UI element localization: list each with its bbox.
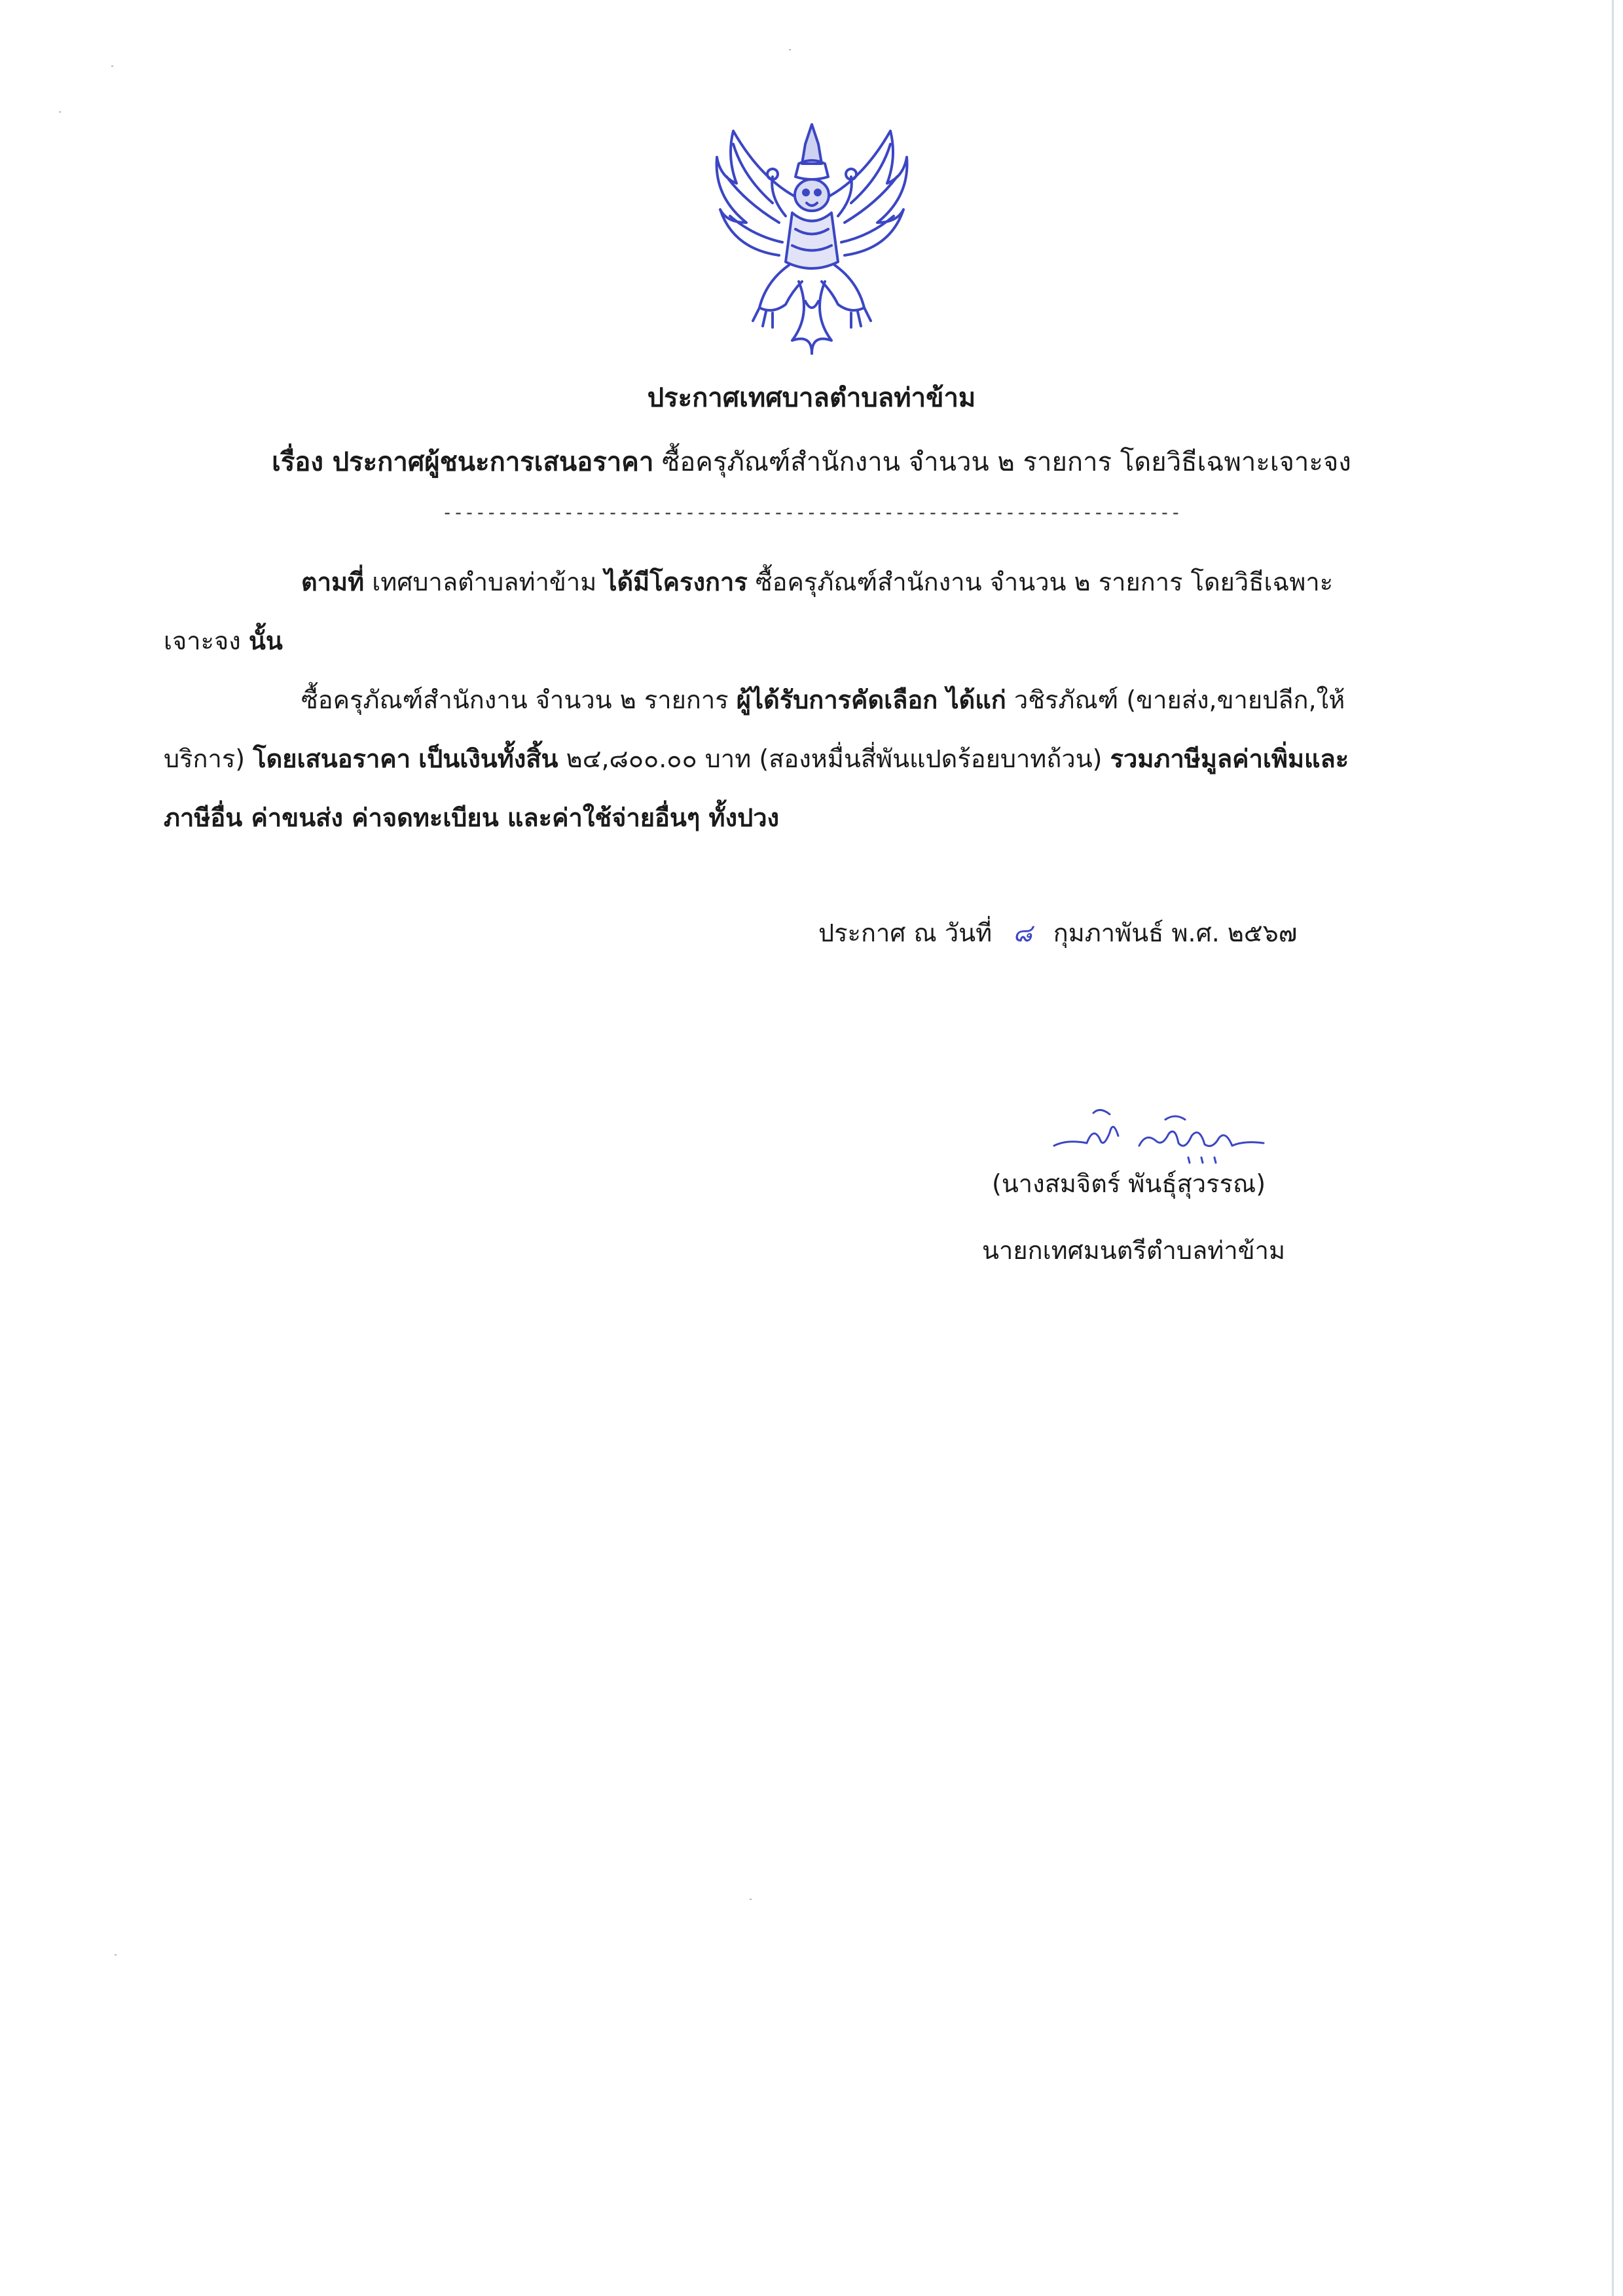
signatory-position: นายกเทศมนตรีตำบลท่าข้าม xyxy=(982,1236,1286,1265)
signatory-name: (นางสมจิตร์ พันธุ์สุวรรณ) xyxy=(992,1169,1266,1198)
award-item: ซื้อครุภัณฑ์สำนักงาน จำนวน ๒ รายการ xyxy=(301,685,729,714)
paragraph-intro xyxy=(164,553,1460,670)
award-total-label: เป็นเงินทั้งสิ้น xyxy=(418,744,558,773)
garuda-emblem xyxy=(707,118,917,360)
date-label: ประกาศ ณ วันที่ xyxy=(818,919,993,947)
award-selected-label: ผู้ได้รับการคัดเลือก ได้แก่ xyxy=(736,685,1006,714)
divider-line: ------------------------------------------------------------------- xyxy=(441,501,1182,523)
paragraph-intro-line-2 xyxy=(164,611,1460,670)
award-vendor-cont: บริการ) xyxy=(164,744,246,773)
paragraph-intro-line-1 xyxy=(164,553,1460,611)
intro-project-cont: เจาะจง xyxy=(164,627,241,655)
intro-ending: นั้น xyxy=(248,627,283,655)
paragraph-award-line-1 xyxy=(164,670,1460,729)
scan-speck xyxy=(789,49,791,50)
announcement-date xyxy=(818,913,1297,953)
paragraph-award xyxy=(164,670,1460,847)
award-offer-label: โดยเสนอราคา xyxy=(253,744,411,773)
paragraph-award-line-2 xyxy=(164,729,1460,788)
subject-text: ซื้อครุภัณฑ์สำนักงาน จำนวน ๒ รายการ โดยวิธีเฉพาะเจาะจง xyxy=(662,447,1351,477)
date-day: ๘ xyxy=(1013,919,1032,947)
intro-has-project: ได้มีโครงการ xyxy=(604,568,748,596)
document-title: ประกาศเทศบาลตำบลท่าข้าม xyxy=(647,383,976,413)
subject-label: เรื่อง ประกาศผู้ชนะการเสนอราคา xyxy=(272,447,654,477)
date-month-year: กุมภาพันธ์ พ.ศ. ๒๕๖๗ xyxy=(1053,919,1298,947)
award-vendor: วชิรภัณฑ์ (ขายส่ง,ขายปลีก,ให้ xyxy=(1013,685,1345,714)
award-include-label: รวมภาษีมูลค่าเพิ่มและ xyxy=(1110,744,1349,773)
intro-project: ซื้อครุภัณฑ์สำนักงาน จำนวน ๒ รายการ โดยวิธีเฉพาะ xyxy=(755,568,1334,596)
intro-agency: เทศบาลตำบลท่าข้าม xyxy=(372,568,597,596)
page-edge xyxy=(1612,0,1614,2296)
document-subject xyxy=(0,443,1623,482)
scan-speck xyxy=(115,1954,117,1956)
intro-lead: ตามที่ xyxy=(301,568,365,596)
paragraph-award-line-3: ภาษีอื่น ค่าขนส่ง ค่าจดทะเบียน และค่าใช้จ่ายอื่นๆ ทั้งปวง xyxy=(164,803,780,832)
handwritten-signature xyxy=(1048,1100,1283,1172)
scan-speck xyxy=(59,111,61,113)
scan-speck xyxy=(111,65,113,67)
scan-speck xyxy=(750,1899,752,1900)
award-amount: ๒๔,๘๐๐.๐๐ บาท (สองหมื่นสี่พันแปดร้อยบาทถ้วน) xyxy=(566,744,1103,773)
